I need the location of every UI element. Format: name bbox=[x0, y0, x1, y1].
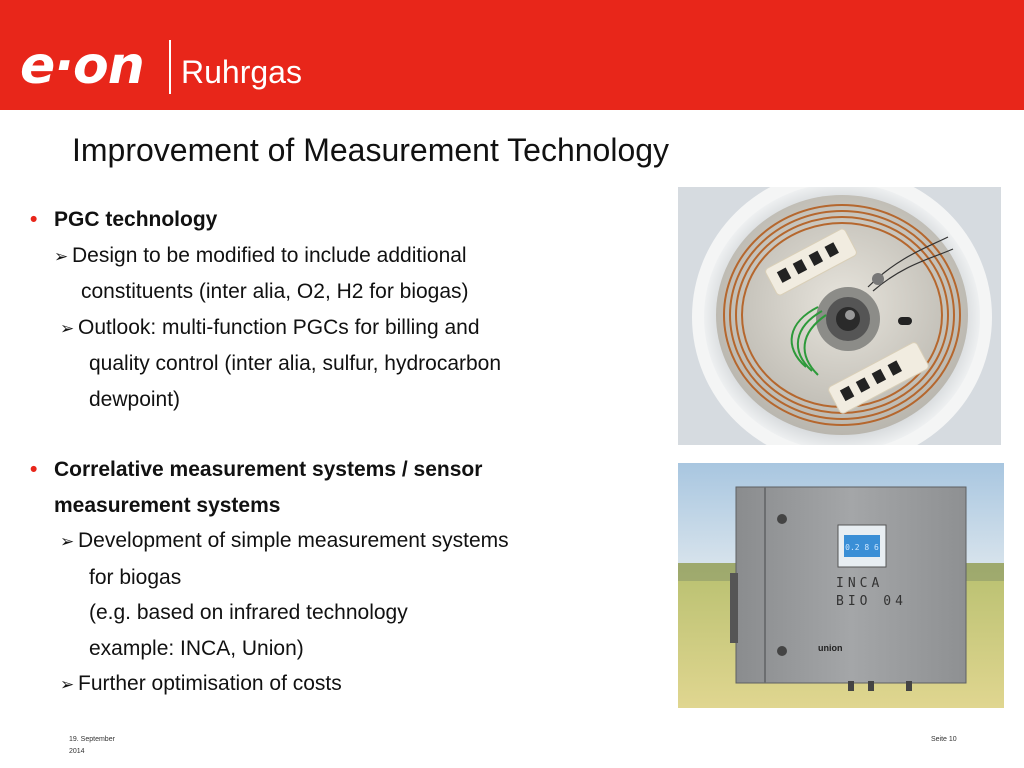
bullet-pgc bbox=[30, 202, 660, 238]
bullet-dot: • bbox=[30, 458, 38, 481]
sub-item-design-cont: constituents (inter alia, O2, H2 for biogas) bbox=[81, 280, 469, 303]
device-label-line1: INCA bbox=[836, 576, 884, 591]
bullet-dot: • bbox=[30, 208, 38, 231]
footer-date bbox=[69, 734, 115, 758]
logo-divider bbox=[169, 40, 171, 94]
pgc-device-photo bbox=[678, 187, 1001, 445]
footer-date-line2: 2014 bbox=[69, 748, 85, 755]
slide-content bbox=[30, 202, 660, 703]
sub-item-outlook: ➢ Outlook: multi-function PGCs for billing and bbox=[30, 310, 660, 347]
footer-date-line1: 19. September bbox=[69, 736, 115, 743]
sub-item-outlook-cont: dewpoint) bbox=[89, 387, 181, 411]
inca-device-photo bbox=[678, 463, 1004, 708]
bullet-correlative bbox=[30, 452, 660, 523]
sub-item-development-cont: for biogas bbox=[89, 565, 182, 589]
inca-device-illustration bbox=[678, 463, 1004, 708]
arrow-icon: ➢ bbox=[60, 532, 75, 551]
sub-item-development-cont: (e.g. based on infrared technology bbox=[89, 601, 408, 624]
sub-item-costs: ➢ Further optimisation of costs bbox=[30, 666, 660, 703]
device-label-line2: BIO 04 bbox=[836, 594, 907, 609]
device-brand: union bbox=[818, 643, 843, 653]
arrow-icon: ➢ bbox=[60, 675, 75, 694]
bullet-heading-cont: measurement systems bbox=[54, 493, 281, 517]
eon-logo: e·on bbox=[20, 36, 144, 96]
arrow-icon: ➢ bbox=[54, 246, 69, 266]
sub-item-development: ➢ Development of simple measurement systems bbox=[30, 523, 660, 560]
brand-subtitle: Ruhrgas bbox=[181, 54, 302, 90]
sub-item-design: ➢ Design to be modified to include additional bbox=[30, 238, 660, 275]
slide-title: Improvement of Measurement Technology bbox=[72, 132, 670, 168]
device-display-text: 0.2 8 6 bbox=[845, 543, 879, 552]
sub-item-development-cont: example: INCA, Union) bbox=[89, 636, 304, 660]
spacer bbox=[30, 417, 660, 452]
sub-item-outlook-cont: quality control (inter alia, sulfur, hydrocarbon bbox=[89, 352, 502, 375]
bullet-heading: PGC technology bbox=[54, 208, 218, 231]
page-number: Seite 10 bbox=[931, 736, 957, 743]
pgc-device-illustration bbox=[678, 187, 1001, 445]
arrow-icon: ➢ bbox=[60, 318, 75, 338]
header-bar bbox=[0, 0, 1024, 110]
bullet-heading: Correlative measurement systems / sensor bbox=[54, 458, 483, 481]
